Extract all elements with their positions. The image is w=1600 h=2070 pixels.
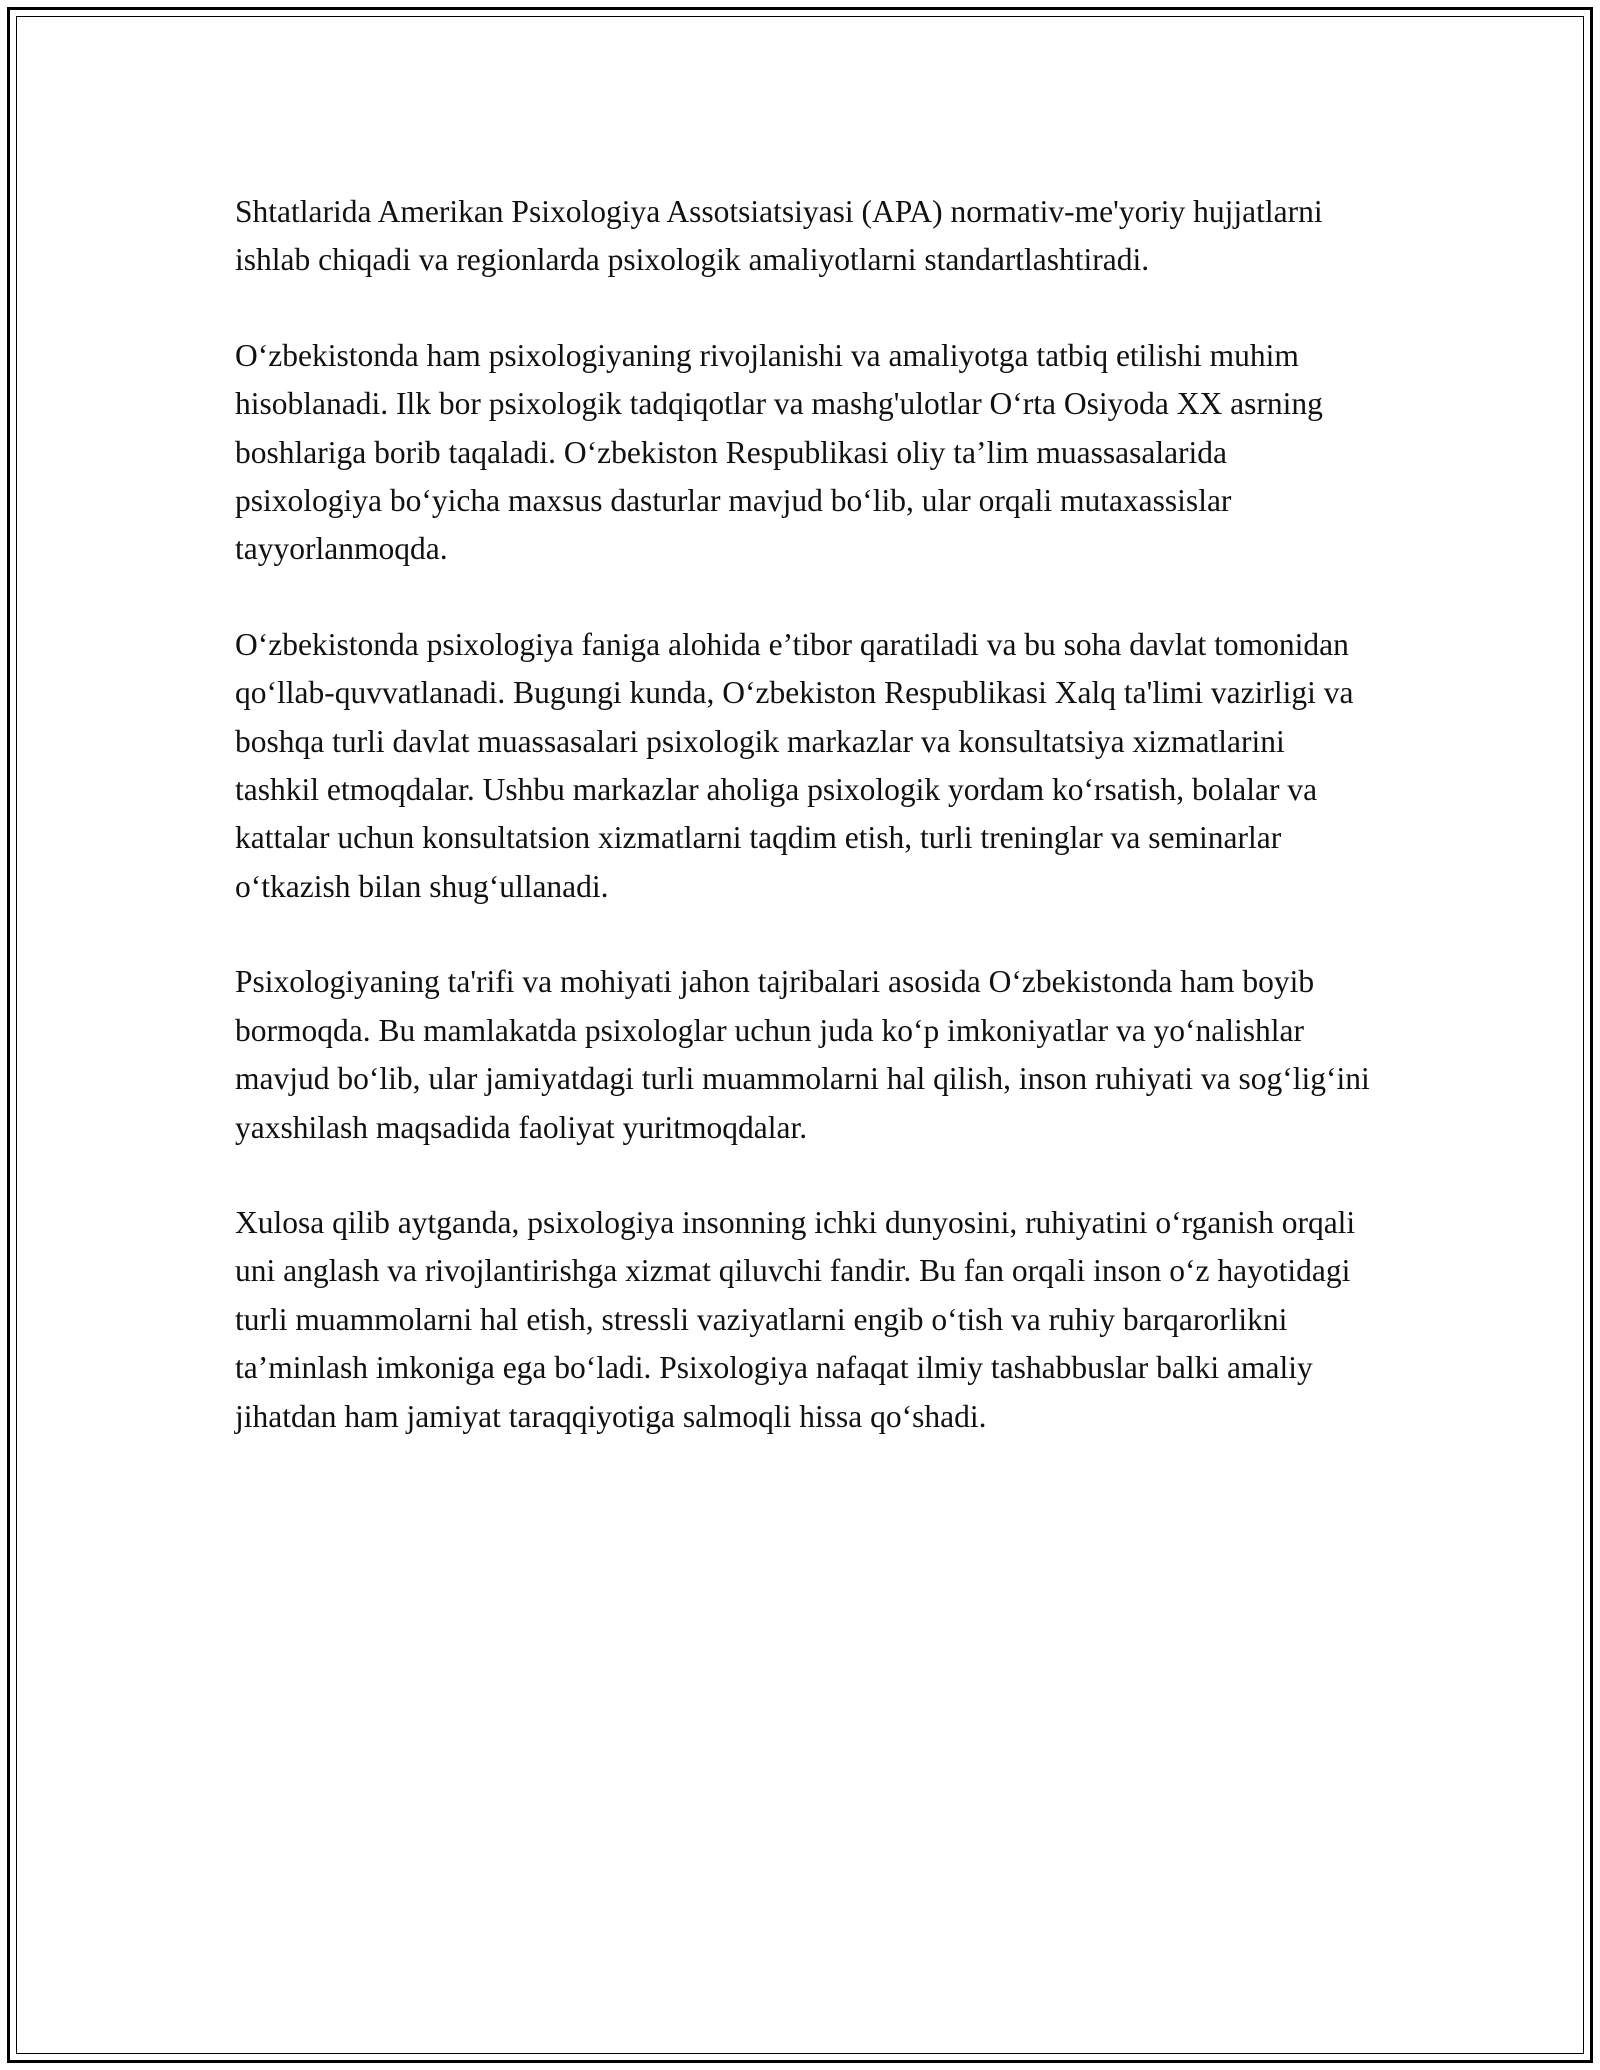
paragraph-3: O‘zbekistonda psixologiya faniga alohida e’tibor qaratiladi va bu soha davlat tomonidan qo‘llab-quvvatlanadi. Bugungi kunda, O‘zbekiston Respublikasi Xalq ta'limi vazirligi va boshqa turli davlat muassasalari psixologik markazlar va konsultatsiya xizmatlarini tashkil etmoqdalar. Ushbu markazlar aholiga psixologik yordam ko‘rsatish, bolalar va kattalar uchun konsultatsion xizmatlarni taqdim etish, turli treninglar va seminarlar o‘tkazish bilan shug‘ullanadi.	[235, 626, 1354, 904]
paragraph-2: O‘zbekistonda ham psixologiyaning rivojlanishi va amaliyotga tatbiq etilishi muhim hisoblanadi. Ilk bor psixologik tadqiqotlar va mashg'ulotlar O‘rta Osiyoda XX asrning boshlariga borib taqaladi. O‘zbekiston Respublikasi oliy ta’lim muassasalarida psixologiya bo‘yicha maxsus dasturlar mavjud bo‘lib, ular orqali mutaxassislar tayyorlanmoqda.	[235, 337, 1323, 567]
document-body	[235, 188, 1375, 1488]
paragraph-5: Xulosa qilib aytganda, psixologiya insonning ichki dunyosini, ruhiyatini o‘rganish orqali uni anglash va rivojlantirishga xizmat qiluvchi fandir. Bu fan orqali inson o‘z hayotidagi turli muammolarni hal etish, stressli vaziyatlarni engib o‘tish va ruhiy barqarorlikni ta’minlash imkoniga ega bo‘ladi. Psixologiya nafaqat ilmiy tashabbuslar balki amaliy jihatdan ham jamiyat taraqqiyotiga salmoqli hissa qo‘shadi.	[235, 1204, 1356, 1434]
paragraph-4: Psixologiyaning ta'rifi va mohiyati jahon tajribalari asosida O‘zbekistonda ham boyib bormoqda. Bu mamlakatda psixologlar uchun juda ko‘p imkoniyatlar va yo‘nalishlar mavjud bo‘lib, ular jamiyatdagi turli muammolarni hal qilish, inson ruhiyati va sog‘lig‘ini yaxshilash maqsadida faoliyat yuritmoqdalar.	[235, 964, 1370, 1145]
paragraph-1: Shtatlarida Amerikan Psixologiya Assotsiatsiyasi (APA) normativ-me'yoriy hujjatlarni ishlab chiqadi va regionlarda psixologik amaliyotlarni standartlashtiradi.	[235, 194, 1323, 278]
